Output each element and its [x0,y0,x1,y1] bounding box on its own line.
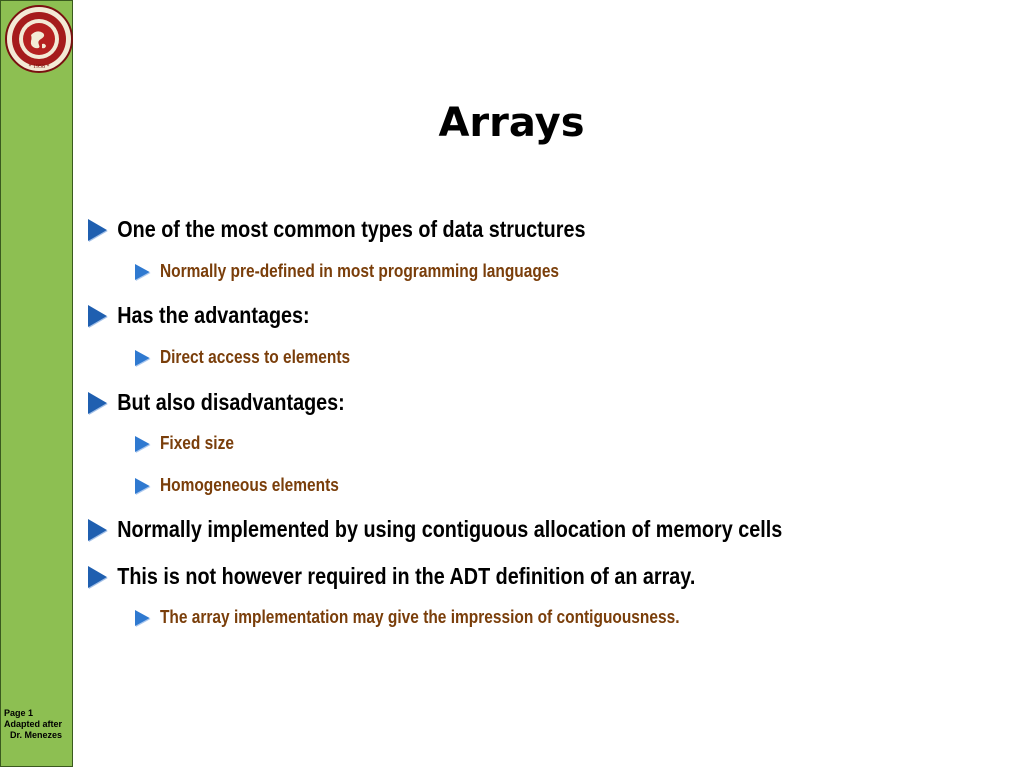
svg-text:* 1958 *: * 1958 * [28,64,50,70]
slide-title-text: Arrays [438,100,585,146]
bullet-arrow-icon [88,566,107,588]
bullet-text: Has the advantages: [117,302,310,328]
sub-bullet-item [135,347,350,368]
sub-bullet-item [135,261,559,282]
bullet-item [88,389,345,416]
sub-bullet-item [135,433,234,454]
sub-bullet-arrow-icon [135,264,150,280]
bullet-text: But also disadvantages: [117,389,345,415]
sub-bullet-text: Normally pre-defined in most programming languages [159,261,560,281]
bullet-arrow-icon [88,519,107,541]
bullet-item [88,563,695,590]
sub-bullet-item [135,607,680,628]
bullet-text: Normally implemented by using contiguous allocation of memory cells [117,516,783,542]
bullet-arrow-icon [88,219,107,241]
bullet-arrow-icon [88,392,107,414]
page-number: Page 1 [4,708,34,718]
adapted-after-label: Adapted after [4,719,63,729]
bullet-text: One of the most common types of data structures [117,216,586,242]
sub-bullet-text: Fixed size [159,433,234,453]
sub-bullet-arrow-icon [135,436,150,452]
sub-bullet-arrow-icon [135,610,150,626]
bullet-arrow-icon [88,305,107,327]
sub-bullet-text: The array implementation may give the impression of contiguousness. [159,607,680,627]
bullet-item [88,216,585,243]
sub-bullet-text: Direct access to elements [159,347,351,367]
sub-bullet-arrow-icon [135,478,150,494]
bullet-item [88,516,782,543]
bullet-item [88,302,310,329]
author-credit: Dr. Menezes [10,730,63,740]
sub-bullet-arrow-icon [135,350,150,366]
sub-bullet-item [135,475,339,496]
sub-bullet-text: Homogeneous elements [159,475,339,495]
bullet-text: This is not however required in the ADT definition of an array. [117,563,696,589]
